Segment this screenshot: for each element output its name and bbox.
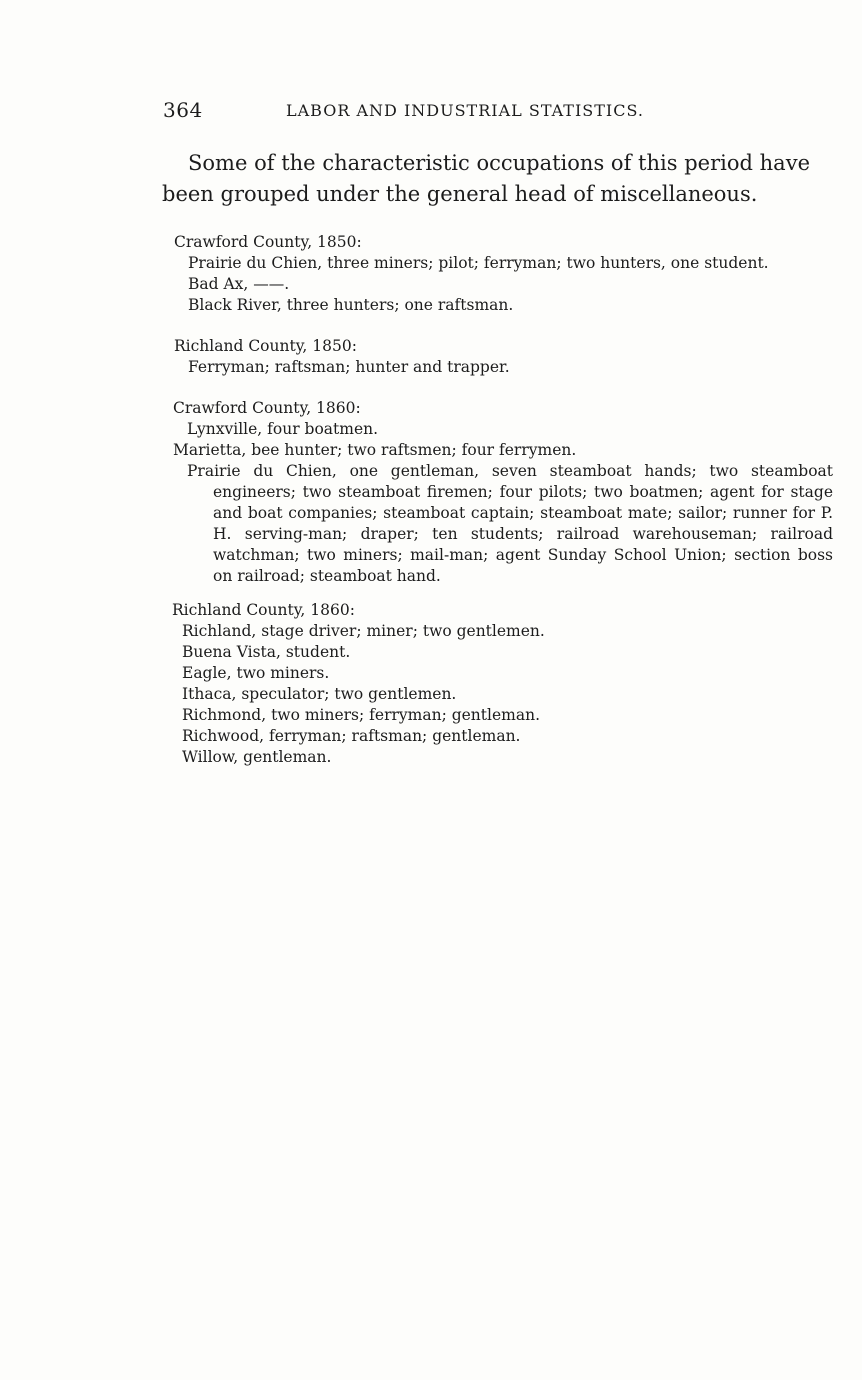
intro-text: Some of the characteristic occupations of this period have been grouped under the general head of miscellaneous. [162,151,810,206]
list-item: Richland, stage driver; miner; two gentlemen. [182,622,545,640]
running-head [163,98,803,126]
section-richland-1860 [172,600,545,768]
section-heading: Richland County, 1860: [172,601,355,619]
list-item-text: Prairie du Chien, one gentleman, seven steamboat hands; two steamboat engineers; two steamboat firemen; four pilots; two boatmen; agent for stage and boat companies; steamboat captain; steamboat mate; sailor; runner for P. H. serving-man; draper; ten students; railroad warehouseman; railroad watchman; two miners; mail-man; agent Sunday School Union; section boss on railroad; steamboat hand. [187,462,833,585]
section-richland-1850 [174,336,510,378]
list-item-wrapped [173,461,833,587]
list-item: Richmond, two miners; ferryman; gentleman. [182,706,540,724]
list-item: Buena Vista, student. [182,643,351,661]
list-item: Ithaca, speculator; two gentlemen. [182,685,457,703]
running-title: LABOR AND INDUSTRIAL STATISTICS. [286,101,644,120]
list-item: Willow, gentleman. [182,748,332,766]
intro-paragraph [162,148,810,210]
section-heading: Crawford County, 1850: [174,233,362,251]
list-item: Eagle, two miners. [182,664,330,682]
section-heading: Crawford County, 1860: [173,399,361,417]
list-item: Ferryman; raftsman; hunter and trapper. [188,358,510,376]
list-item: Prairie du Chien, three miners; pilot; ferryman; two hunters, one student. [188,254,769,272]
section-heading: Richland County, 1850: [174,337,357,355]
list-item: Lynxville, four boatmen. [187,420,379,438]
list-item: Marietta, bee hunter; two raftsmen; four ferrymen. [173,441,577,459]
page-number: 364 [163,98,203,122]
section-crawford-1860 [173,398,833,587]
section-crawford-1850 [174,232,769,316]
list-item: Richwood, ferryman; raftsman; gentleman. [182,727,521,745]
list-item: Black River, three hunters; one raftsman. [188,296,514,314]
list-item: Bad Ax, ——. [188,275,290,293]
